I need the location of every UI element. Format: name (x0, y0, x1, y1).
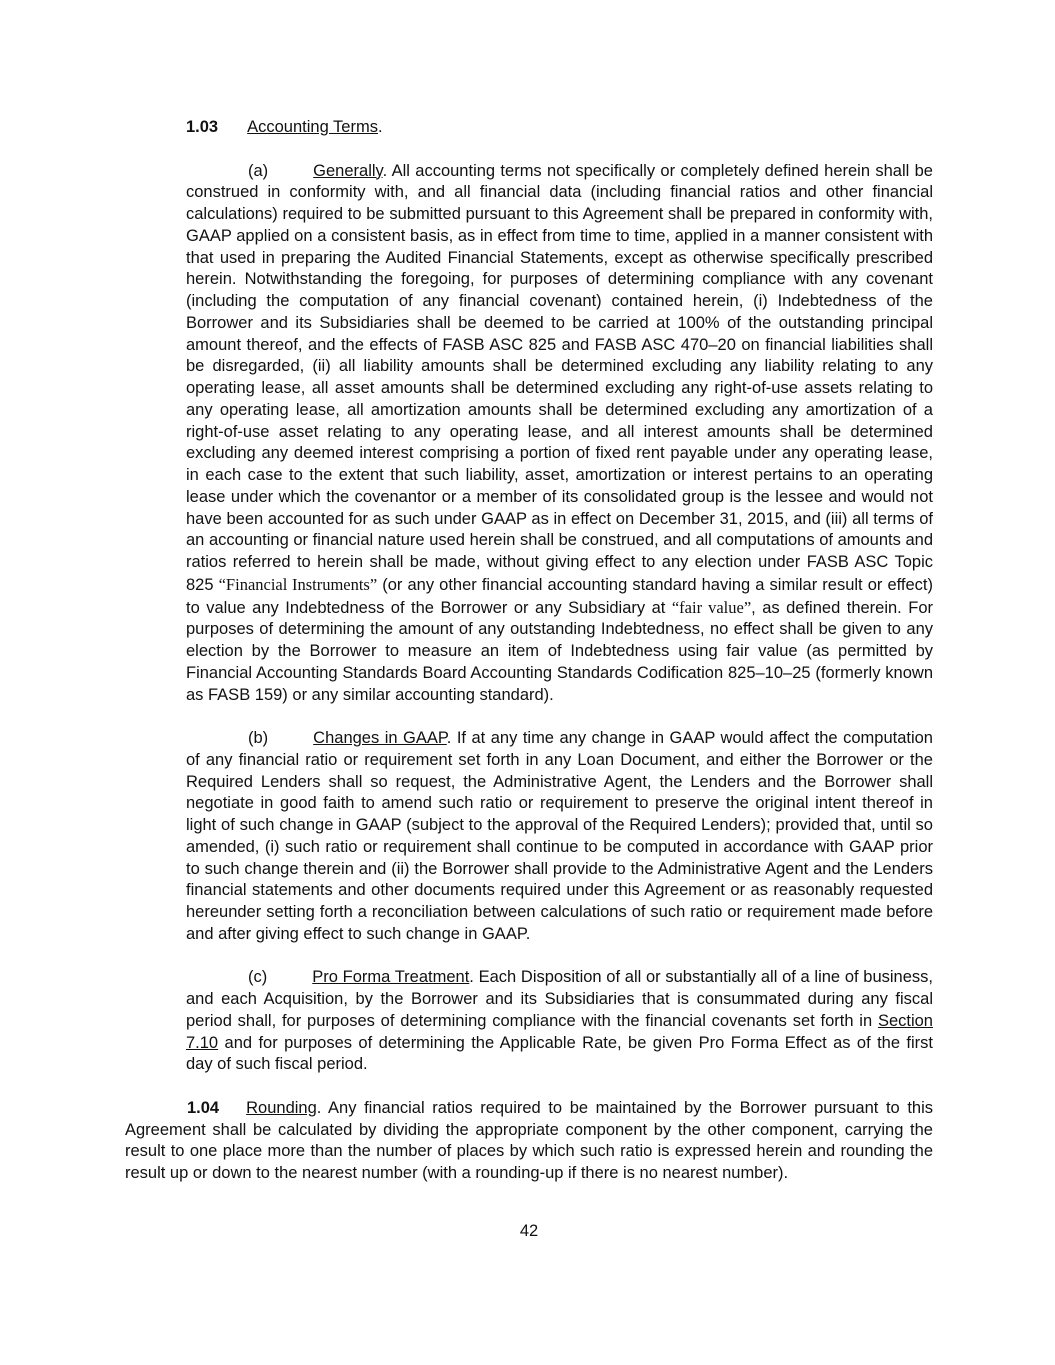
text-run: (b) (248, 729, 269, 747)
text-run: . Any financial ratios required to be maintained by the Borrower pursuant to this Agreement shall be calculated by dividing the appropriate component by the other component, carrying the result to one place more than the number of places by which such ratio is expressed herein and rounding the result up or down to the nearest number (with a rounding-up if there is no nearest number). (125, 1098, 933, 1182)
text-run: (c) (248, 968, 268, 987)
paragraph-b-changes-in-gaap (186, 728, 933, 946)
text-run: Section 7.10 (186, 1011, 933, 1052)
text-run: . If at any time any change in GAAP would affect the computation of any financial ratio or requirement set forth in any Loan Document, and either the Borrower or the Required Lenders shall so request, the Administrative Agent, the Lenders and the Borrower shall negotiate in good faith to amend such ratio or requirement to preserve the original intent thereof in light of such change in GAAP (subject to the approval of the Required Lenders); provided that, until so amended, (i) such ratio or requirement shall continue to be computed in accordance with GAAP prior to such change therein and (ii) the Borrower shall provide to the Administrative Agent and the Lenders financial statements and other documents required under this Agreement or as reasonably requested hereunder setting forth a reconciliation between calculations of such ratio or requirement made before and after giving effect to such change in GAAP. (186, 729, 933, 943)
text-run: , as defined therein. For purposes of determining the amount of any outstanding Indebtedness, no effect shall be given to any election by the Borrower to measure an item of Indebtedness using fair value (as permitted by Financial Accounting Standards Board Accounting Standards Codification 825–10–25 (formerly known as FASB 159) or any similar accounting standard). (186, 598, 933, 704)
text-run: Generally (313, 161, 383, 180)
text-run: Accounting Terms (247, 118, 378, 136)
section-heading-1-03-accounting-terms (186, 117, 933, 139)
text-run: . Each Disposition of all or substantially all of a line of business, and each Acquisition, by the Borrower and its Subsidiaries that is consummated during any fiscal period shall, for purposes of determining compliance with the financial covenants set forth in (186, 968, 933, 1030)
text-run: “Financial Instruments” (218, 574, 378, 594)
text-run: 1.04 (187, 1098, 220, 1117)
paragraph-c-pro-forma-treatment (186, 967, 933, 1076)
text-run: Rounding (246, 1098, 317, 1117)
text-run: 1.03 (186, 118, 219, 136)
text-run: (a) (248, 161, 269, 180)
text-run: . All accounting terms not specifically or completely defined herein shall be construed in conformity with, and all financial data (including financial ratios and other financial calculations) required to be submitted pursuant to this Agreement shall be prepared in conformity with, GAAP applied on a consistent basis, as in effect from time to time, applied in a manner consistent with that used in preparing the Audited Financial Statements, except as otherwise specifically prescribed herein. Notwithstanding the foregoing, for purposes of determining compliance with any covenant (including the computation of any financial covenant) contained herein, (i) Indebtedness of the Borrower and its Subsidiaries shall be deemed to be carried at 100% of the outstanding principal amount thereof, and the effects of FASB ASC 825 and FASB ASC 470–20 on financial liabilities shall be disregarded, (ii) all liability amounts shall be determined excluding any liability relating to any operating lease, all asset amounts shall be determined excluding any right-of-use assets relating to any operating lease, all amortization amounts shall be determined excluding any amortization of a right-of-use asset relating to any operating lease, and all interest amounts shall be determined excluding any deemed interest comprising a portion of fixed rent payable under any operating lease, in each case to the extent that such liability, asset, amortization or interest pertains to an operating lease under which the covenantor or a member of its consolidated group is the lessee and would not have been accounted for as such under GAAP as in effect on December 31, 2015, and (iii) all terms of an accounting or financial nature used herein shall be construed, and all computations of amounts and ratios referred to herein shall be made, without giving effect to any election under FASB ASC Topic 825 (186, 161, 933, 594)
text-run: and for purposes of determining the Applicable Rate, be given Pro Forma Effect as of the first day of such fiscal period. (186, 1033, 933, 1074)
text-run: (or any other financial accounting standard having a similar result or effect) to value any Indebtedness of the Borrower or any Subsidiary at (186, 575, 933, 617)
paragraph-1-04-rounding (125, 1098, 933, 1185)
text-run: “fair value” (671, 597, 752, 617)
page-number: 42 (519, 1221, 539, 1240)
text-run: Changes in GAAP (313, 729, 447, 747)
text-run: . (377, 118, 383, 136)
text-run: Pro Forma Treatment (312, 968, 470, 987)
paragraph-a-generally (186, 161, 933, 707)
